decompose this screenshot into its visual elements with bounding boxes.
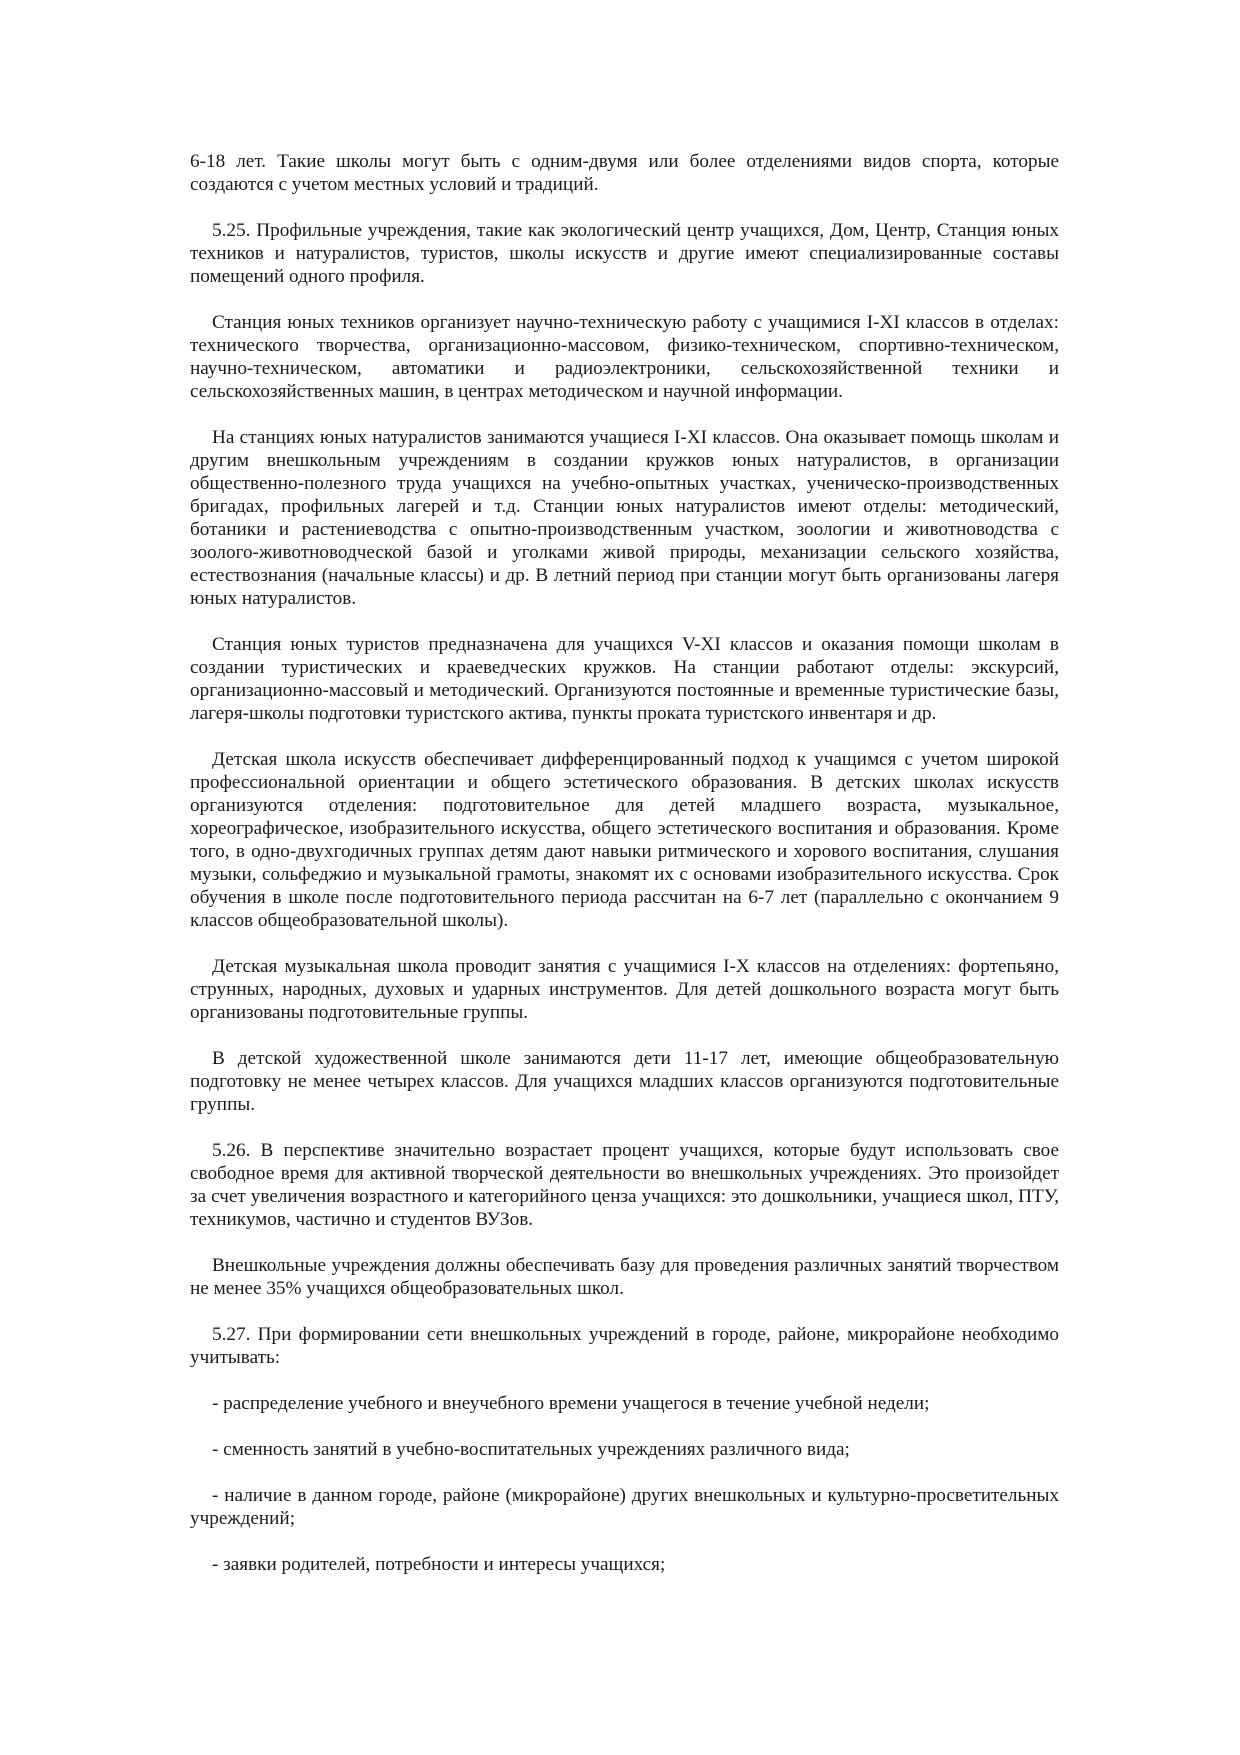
list-item-parent-requests: - заявки родителей, потребности и интересы учащихся; [212, 1554, 666, 1575]
paragraph-sports-schools-continued: 6-18 лет. Такие школы могут быть с одним-двумя или более отделениями видов спорта, которые создаются с учетом местных условий и традиций. [190, 151, 1059, 195]
list-item-shift-schedule: - сменность занятий в учебно-воспитательных учреждениях различного вида; [212, 1439, 850, 1460]
document-page [190, 150, 1059, 1599]
list-item-time-distribution: - распределение учебного и внеучебного времени учащегося в течение учебной недели; [212, 1393, 930, 1414]
paragraph-children-fine-art-school: В детской художественной школе занимаются дети 11-17 лет, имеющие общеобразовательную подготовку не менее четырех классов. Для учащихся младших классов организуются подготовительные группы. [190, 1048, 1059, 1115]
list-item-other-institutions: - наличие в данном городе, районе (микрорайоне) других внешкольных и культурно-просветительных учреждений; [190, 1485, 1059, 1529]
paragraph-children-music-school: Детская музыкальная школа проводит занятия с учащимися I-X классов на отделениях: фортепьяно, струнных, народных, духовых и ударных инструментов. Для детей дошкольного возраста могут быть организованы подготовительные группы. [190, 956, 1059, 1023]
paragraph-young-tourists-station: Станция юных туристов предназначена для учащихся V-XI классов и оказания помощи школам в создании туристических и краеведческих кружков. На станции работают отделы: экскурсий, организационно-массовый и методический. Организуются постоянные и временные туристические базы, лагеря-школы подготовки туристского актива, пункты проката туристского инвентаря и др. [190, 634, 1059, 724]
paragraph-young-naturalists-station: На станциях юных натуралистов занимаются учащиеся I-XI классов. Она оказывает помощь школам и другим внешкольным учреждениям в создании кружков юных натуралистов, в организации общественно-полезного труда учащихся на учебно-опытных участках, ученическо-производственных бригадах, профильных лагерей и т.д. Станции юных натуралистов имеют отделы: методический, ботаники и растениеводства с опытно-производственным участком, зоологии и животноводства с зоолого-животноводческой базой и уголками живой природы, механизации сельского хозяйства, естествознания (начальные классы) и др. В летний период при станции могут быть организованы лагеря юных натуралистов. [190, 427, 1059, 609]
paragraph-young-technicians-station: Станция юных техников организует научно-техническую работу с учащимися I-XI классов в отделах: технического творчества, организационно-массовом, физико-техническом, спортивно-техническом, научно-техническом, автоматики и радиоэлектроники, сельскохозяйственной техники и сельскохозяйственных машин, в центрах методическом и научной информации. [190, 312, 1059, 402]
paragraph-5-25-profile-institutions: 5.25. Профильные учреждения, такие как экологический центр учащихся, Дом, Центр, Станция юных техников и натуралистов, туристов, школы искусств и другие имеют специализированные составы помещений одного профиля. [190, 220, 1059, 287]
paragraph-5-27-network-formation: 5.27. При формировании сети внешкольных учреждений в городе, районе, микрорайоне необходимо учитывать: [190, 1324, 1059, 1368]
paragraph-extracurricular-base: Внешкольные учреждения должны обеспечивать базу для проведения различных занятий творчеством не менее 35% учащихся общеобразовательных школ. [190, 1255, 1059, 1299]
paragraph-5-26-perspective: 5.26. В перспективе значительно возрастает процент учащихся, которые будут использовать свое свободное время для активной творческой деятельности во внешкольных учреждениях. Это произойдет за счет увеличения возрастного и категорийного ценза учащихся: это дошкольники, учащиеся школ, ПТУ, техникумов, частично и студентов ВУЗов. [190, 1140, 1059, 1230]
paragraph-children-art-school: Детская школа искусств обеспечивает дифференцированный подход к учащимся с учетом широкой профессиональной ориентации и общего эстетического образования. В детских школах искусств организуются отделения: подготовительное для детей младшего возраста, музыкальное, хореографическое, изобразительного искусства, общего эстетического воспитания и образования. Кроме того, в одно-двухгодичных группах детям дают навыки ритмического и хорового воспитания, слушания музыки, сольфеджио и музыкальной грамоты, знакомят их с основами изобразительного искусства. Срок обучения в школе после подготовительного периода рассчитан на 6-7 лет (параллельно с окончанием 9 классов общеобразовательной школы). [190, 749, 1059, 931]
